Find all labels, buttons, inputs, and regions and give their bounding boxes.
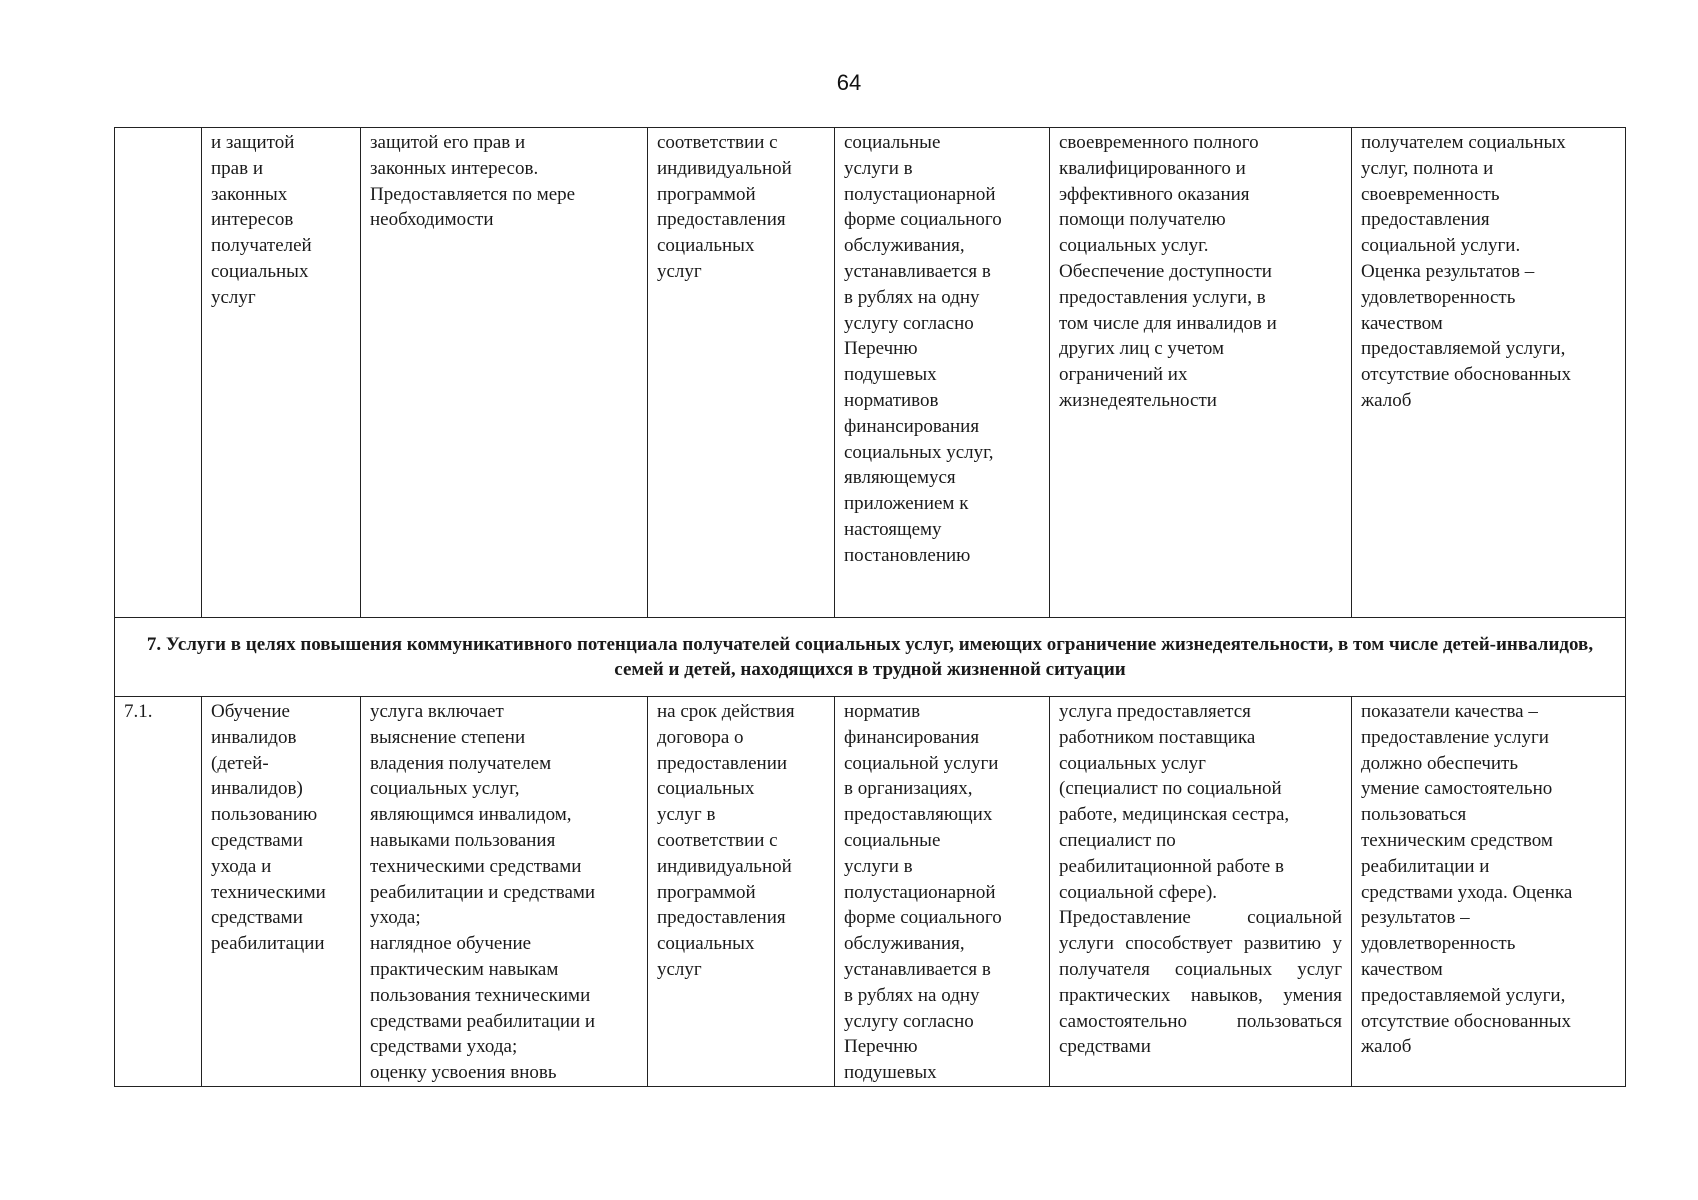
service-term-cell: на срок действия договора о предоставлении социальных услуг в соответствии с индивидуальной программой предоставления социальных услуг	[648, 697, 835, 1087]
service-name-cell: Обучение инвалидов (детей- инвалидов) пользованию средствами ухода и техническими средствами реабилитации	[202, 697, 361, 1087]
row-number-cell: 7.1.	[115, 697, 202, 1087]
provision-conditions-cell: услуга предоставляется работником поставщика социальных услуг (специалист по социальной работе, медицинская сестра, специалист по реабилитационной работе в социальной сфере). Предоставление социальной услуги способствует развитию у получателя социальных услуг практических навыков, умения самостоятельно пользоваться средствами	[1050, 697, 1352, 1087]
service-description-cell: услуга включает выяснение степени владения получателем социальных услуг, являющимся инвалидом, навыками пользования техническими средствами реабилитации и средствами ухода; наглядное обучение практическим навыкам пользования техническими средствами реабилитации и средствами ухода; оценку усвоения вновь	[361, 697, 648, 1087]
service-name-cell: и защитой прав и законных интересов получателей социальных услуг	[202, 128, 361, 618]
table-row	[115, 697, 1626, 1087]
financing-norm-cell: норматив финансирования социальной услуги в организациях, предоставляющих социальные услуги в полустационарной форме социального обслуживания, устанавливается в в рублях на одну услугу согласно Перечню подушевых	[835, 697, 1050, 1087]
section-title: 7. Услуги в целях повышения коммуникативного потенциала получателей социальных услуг, имеющих ограничение жизнедеятельности, в том числе детей-инвалидов, семей и детей, находящихся в трудной жизненной ситуации	[115, 618, 1626, 697]
quality-indicators-cell: получателем социальных услуг, полнота и своевременность предоставления социальной услуги. Оценка результатов – удовлетворенность качеством предоставляемой услуги, отсутствие обоснованных жалоб	[1352, 128, 1626, 618]
section-header-row	[115, 618, 1626, 697]
quality-indicators-cell: показатели качества – предоставление услуги должно обеспечить умение самостоятельно пользоваться техническим средством реабилитации и средствами ухода. Оценка результатов – удовлетворенность качеством предоставляемой услуги, отсутствие обоснованных жалоб	[1352, 697, 1626, 1087]
services-table	[114, 127, 1626, 1087]
table-row	[115, 128, 1626, 618]
financing-norm-cell: социальные услуги в полустационарной форме социального обслуживания, устанавливается в в рублях на одну услугу согласно Перечню подушевых нормативов финансирования социальных услуг, являющемуся приложением к настоящему постановлению	[835, 128, 1050, 618]
service-term-cell: соответствии с индивидуальной программой предоставления социальных услуг	[648, 128, 835, 618]
page-number: 64	[836, 70, 862, 95]
row-number-cell	[115, 128, 202, 618]
provision-conditions-cell: своевременного полного квалифицированного и эффективного оказания помощи получателю социальных услуг. Обеспечение доступности предоставления услуги, в том числе для инвалидов и других лиц с учетом ограничений их жизнедеятельности	[1050, 128, 1352, 618]
service-description-cell: защитой его прав и законных интересов. Предоставляется по мере необходимости	[361, 128, 648, 618]
